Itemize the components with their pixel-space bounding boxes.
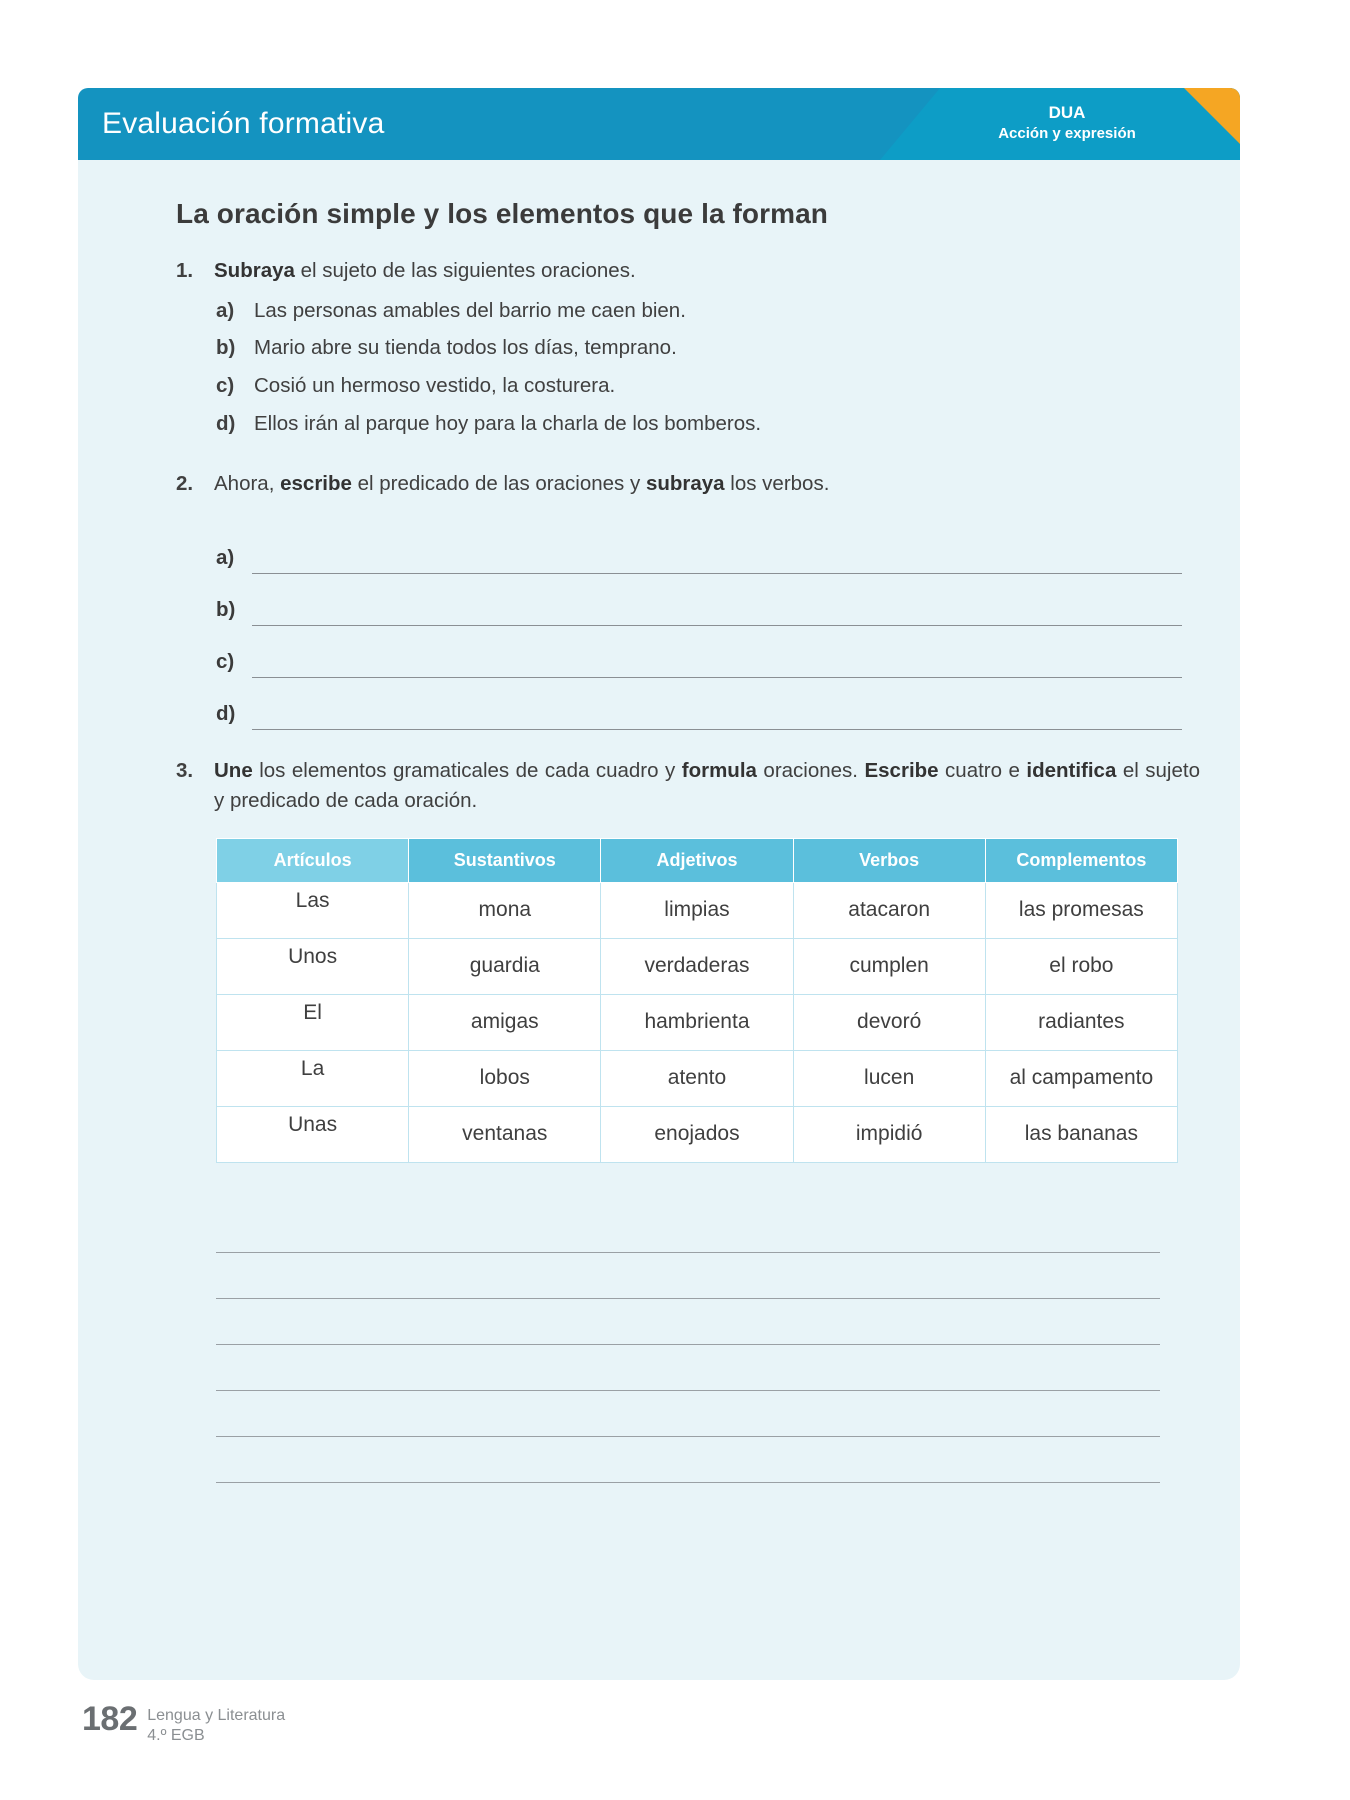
content-panel — [78, 160, 1240, 1680]
writing-lines — [216, 1207, 1160, 1483]
table-cell[interactable]: mona — [409, 882, 601, 938]
answer-input-d[interactable] — [252, 729, 1182, 730]
exercise-3-part4: el sujeto y predicado de cada oración. — [214, 759, 1200, 813]
item-letter: c) — [216, 374, 235, 398]
table-cell[interactable]: verdaderas — [601, 938, 793, 994]
column-header-sustantivos: Sustantivos — [409, 838, 601, 882]
exercise-1-number: 1. — [176, 259, 194, 282]
footer-meta — [147, 1700, 285, 1746]
lesson-title: La oración simple y los elementos que la forman — [176, 198, 828, 229]
item-text: Las personas amables del barrio me caen bien. — [254, 298, 686, 322]
content-inner — [78, 160, 1240, 1483]
answer-letter: c) — [216, 650, 235, 674]
exercise-3-verb-4: identifica — [1026, 759, 1117, 783]
list-item — [216, 409, 1200, 439]
answer-input-b[interactable] — [252, 625, 1182, 626]
table-cell[interactable]: atento — [601, 1050, 793, 1106]
dua-title: DUA — [1048, 103, 1086, 122]
table-row — [217, 1106, 1178, 1162]
exercise-1-rest: el sujeto de las siguientes oraciones. — [294, 259, 636, 282]
grammar-table — [216, 838, 1178, 1163]
item-letter: b) — [216, 336, 236, 360]
exercise-3-text — [214, 756, 1200, 815]
footer-subject: Lengua y Literatura — [147, 1707, 286, 1724]
answer-input-a[interactable] — [252, 573, 1182, 574]
answer-row-d — [216, 678, 1200, 730]
list-item — [216, 333, 1200, 363]
table-cell[interactable]: Unos — [217, 938, 409, 994]
table-cell[interactable]: las bananas — [985, 1106, 1177, 1162]
grammar-table-wrapper — [216, 838, 1178, 1163]
column-header-articulos: Artículos — [217, 838, 409, 882]
table-cell[interactable]: amigas — [409, 994, 601, 1050]
table-cell[interactable]: guardia — [409, 938, 601, 994]
page-title: Evaluación formativa — [102, 107, 385, 140]
exercise-2-part2: el predicado de las oraciones y — [351, 471, 646, 495]
page-header-banner — [78, 88, 1240, 160]
table-cell[interactable]: devoró — [793, 994, 985, 1050]
column-header-adjetivos: Adjetivos — [601, 838, 793, 882]
table-row — [217, 1050, 1178, 1106]
answer-letter: d) — [216, 702, 236, 726]
exercise-1-text — [214, 256, 1200, 286]
table-row — [217, 938, 1178, 994]
item-letter: d) — [216, 411, 236, 435]
table-cell[interactable]: lobos — [409, 1050, 601, 1106]
table-cell[interactable]: lucen — [793, 1050, 985, 1106]
answer-input-c[interactable] — [252, 677, 1182, 678]
answer-row-c — [216, 626, 1200, 678]
table-header-row — [217, 838, 1178, 882]
list-item — [216, 371, 1200, 401]
answer-row-a — [216, 522, 1200, 574]
table-cell[interactable]: La — [217, 1050, 409, 1106]
table-cell[interactable]: Las — [217, 882, 409, 938]
writing-line-4[interactable] — [216, 1345, 1160, 1391]
table-cell[interactable]: radiantes — [985, 994, 1177, 1050]
exercise-1-prompt — [176, 256, 1200, 286]
table-cell[interactable]: atacaron — [793, 882, 985, 938]
answer-letter: b) — [216, 598, 236, 622]
answer-letter: a) — [216, 546, 235, 570]
table-cell[interactable]: al campamento — [985, 1050, 1177, 1106]
table-cell[interactable]: ventanas — [409, 1106, 601, 1162]
exercise-3-part3: cuatro e — [938, 759, 1027, 783]
list-item — [216, 296, 1200, 326]
exercise-2-verb-1: escribe — [280, 471, 352, 495]
exercise-2-number: 2. — [176, 471, 194, 495]
page-number: 182 — [82, 1700, 138, 1738]
table-row — [217, 994, 1178, 1050]
table-cell[interactable]: El — [217, 994, 409, 1050]
table-cell[interactable]: Unas — [217, 1106, 409, 1162]
exercise-3-verb-3: Escribe — [864, 759, 939, 783]
dua-subtitle: Acción y expresión — [998, 125, 1136, 143]
item-text: Cosió un hermoso vestido, la costurera. — [254, 374, 616, 398]
writing-line-2[interactable] — [216, 1253, 1160, 1299]
item-text: Mario abre su tienda todos los días, temprano. — [254, 336, 677, 360]
exercise-2-part1: Ahora, — [214, 471, 281, 495]
column-header-verbos: Verbos — [793, 838, 985, 882]
exercise-3-part1: los elementos gramaticales de cada cuadro y — [252, 759, 682, 783]
table-cell[interactable]: hambrienta — [601, 994, 793, 1050]
answer-row-b — [216, 574, 1200, 626]
writing-line-5[interactable] — [216, 1391, 1160, 1437]
table-cell[interactable]: las promesas — [985, 882, 1177, 938]
exercise-3-verb-2: formula — [681, 759, 757, 783]
exercise-3-part2: oraciones. — [756, 759, 865, 783]
exercise-3-verb-1: Une — [214, 759, 253, 783]
dua-badge — [952, 102, 1182, 144]
exercise-2-prompt — [176, 469, 1200, 499]
writing-line-1[interactable] — [216, 1207, 1160, 1253]
exercise-2-text — [214, 469, 1200, 499]
exercise-3-number: 3. — [176, 759, 194, 783]
table-row — [217, 882, 1178, 938]
writing-line-6[interactable] — [216, 1437, 1160, 1483]
exercise-2-verb-2: subraya — [645, 471, 725, 495]
exercise-3-prompt — [176, 756, 1200, 815]
item-text: Ellos irán al parque hoy para la charla de los bomberos. — [254, 411, 762, 435]
item-letter: a) — [216, 298, 235, 322]
table-cell[interactable]: cumplen — [793, 938, 985, 994]
exercise-2-part3: los verbos. — [724, 471, 830, 495]
writing-line-3[interactable] — [216, 1299, 1160, 1345]
table-cell[interactable]: enojados — [601, 1106, 793, 1162]
exercise-1-verb: Subraya — [214, 259, 295, 282]
table-cell[interactable]: limpias — [601, 882, 793, 938]
table-cell[interactable]: impidió — [793, 1106, 985, 1162]
footer-grade: 4.º EGB — [147, 1727, 205, 1744]
table-cell[interactable]: el robo — [985, 938, 1177, 994]
column-header-complementos: Complementos — [985, 838, 1177, 882]
page-footer — [82, 1700, 285, 1746]
